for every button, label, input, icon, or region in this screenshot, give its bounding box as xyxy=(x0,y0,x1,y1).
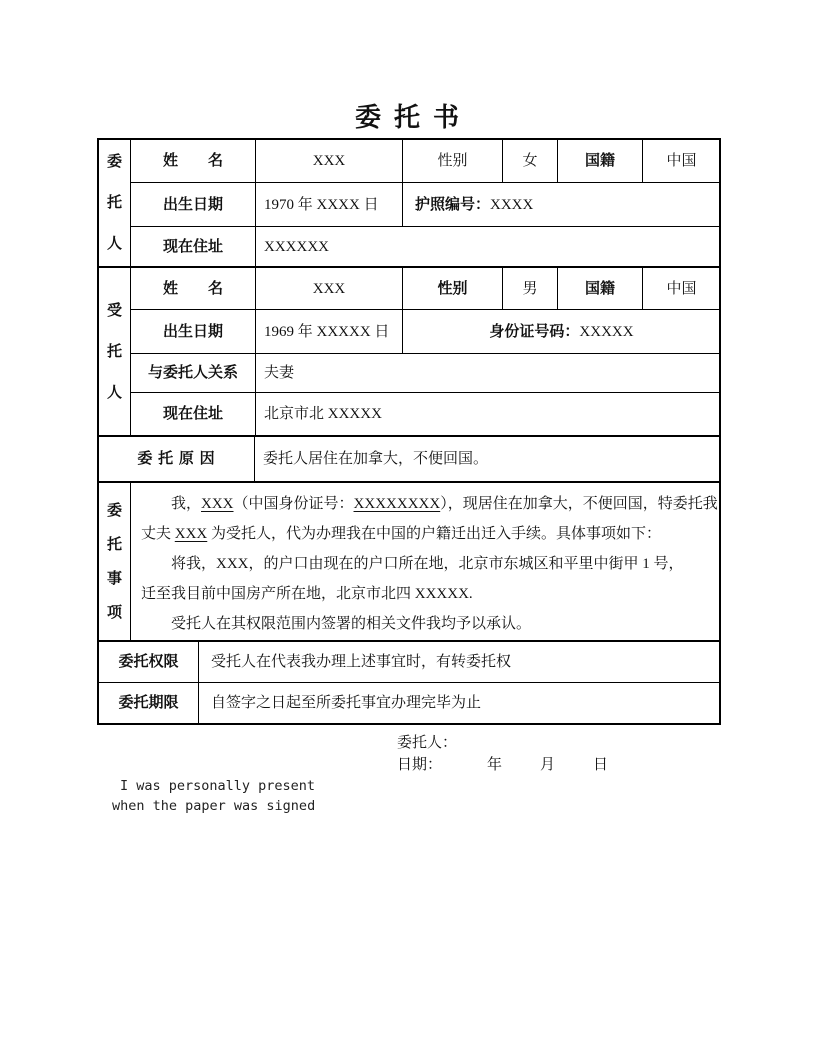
vertical-label-char: 托 xyxy=(106,343,122,360)
underlined-placeholder: XXX xyxy=(174,526,208,542)
day-label: 日 xyxy=(593,757,609,773)
vertical-label-char: 人 xyxy=(106,236,122,252)
month-label: 月 xyxy=(540,757,556,773)
matters-line: 我，XXX（中国身份证号：XXXXXXXX），现居住在加拿大，不便回国，特委托我 xyxy=(171,496,718,512)
principal-passport-value: XXXX xyxy=(490,196,534,213)
principal-dob-label: 出生日期 xyxy=(131,183,256,226)
table-row xyxy=(131,183,720,227)
authority-label: 委托权限 xyxy=(99,642,199,682)
principal-address-value: XXXXXX xyxy=(264,238,329,255)
table-row xyxy=(131,268,720,310)
vertical-label-char: 受 xyxy=(106,302,122,319)
table-row xyxy=(131,393,720,435)
matters-line: 迁至我目前中国房产所在地，北京市北四 XXXXX. xyxy=(141,586,473,602)
agent-name-label: 姓 名 xyxy=(131,268,256,309)
matters-text xyxy=(131,483,728,640)
vertical-label-char: 托 xyxy=(106,195,122,211)
agent-id-value: XXXXX xyxy=(579,323,634,340)
agent-id-label: 身份证号码： xyxy=(489,323,580,340)
duration-row xyxy=(99,683,719,723)
matters-group-label xyxy=(99,483,131,640)
table-row xyxy=(131,227,720,266)
principal-dob-value: 1970 年 XXXX 日 xyxy=(256,183,403,226)
reason-row xyxy=(99,437,719,483)
agent-nationality-value: 中国 xyxy=(666,280,697,297)
reason-label: 委 托 原 因 xyxy=(99,437,255,481)
agent-address-label: 现在住址 xyxy=(131,393,256,435)
reason-value: 委托人居住在加拿大，不便回国。 xyxy=(263,451,489,467)
vertical-label-char: 人 xyxy=(106,384,122,401)
agent-address-value: 北京市北 XXXXX xyxy=(264,406,382,422)
signature-block xyxy=(397,731,608,775)
agent-nationality-label: 国籍 xyxy=(558,268,643,309)
authority-value: 受托人在代表我办理上述事宜时，有转委托权 xyxy=(211,654,512,670)
principal-nationality-label: 国籍 xyxy=(558,140,643,182)
underlined-placeholder: XXXXXXXX xyxy=(353,496,441,512)
principal-passport-cell xyxy=(403,183,720,226)
table-row xyxy=(131,354,720,393)
principal-section xyxy=(99,140,719,268)
underlined-placeholder: XXX xyxy=(201,496,234,512)
authority-row xyxy=(99,642,719,683)
principal-address-label: 现在住址 xyxy=(131,227,256,266)
matters-section xyxy=(99,483,719,642)
duration-value: 自签字之日起至所委托事宜办理完毕为止 xyxy=(211,695,482,711)
agent-relation-label: 与委托人关系 xyxy=(131,354,256,392)
agent-dob-value: 1969 年 XXXXX 日 xyxy=(256,310,403,353)
matters-line: 受托人在其权限范围内签署的相关文件我均予以承认。 xyxy=(171,616,532,632)
poa-form-table xyxy=(97,138,721,725)
vertical-label-char: 事 xyxy=(106,570,122,587)
principal-passport-label: 护照编号： xyxy=(415,196,491,213)
principal-group-label xyxy=(99,140,131,266)
notary-english-line: when the paper was signed xyxy=(112,798,316,814)
signature-principal-line: 委托人： xyxy=(397,735,458,751)
agent-gender-value: 男 xyxy=(503,268,558,309)
page-title: 委 托 书 xyxy=(354,103,462,133)
agent-relation-value: 夫妻 xyxy=(264,365,295,381)
matters-line: 丈夫 XXX 为受托人，代为办理我在中国的户籍迁出迁入手续。具体事项如下： xyxy=(141,526,662,542)
agent-name-value: XXX xyxy=(256,268,403,309)
vertical-label-char: 项 xyxy=(106,604,122,621)
duration-label: 委托期限 xyxy=(99,683,199,723)
date-label: 日期： xyxy=(397,757,443,773)
vertical-label-char: 委 xyxy=(106,502,122,519)
table-row xyxy=(131,310,720,354)
year-label: 年 xyxy=(487,757,503,773)
agent-gender-label: 性别 xyxy=(403,268,503,309)
principal-gender-label: 性别 xyxy=(403,140,503,182)
principal-name-value: XXX xyxy=(256,140,403,182)
principal-name-label: 姓 名 xyxy=(131,140,256,182)
vertical-label-char: 托 xyxy=(106,536,122,553)
principal-gender-value: 女 xyxy=(503,140,558,182)
notary-english-line: I was personally present xyxy=(120,778,316,794)
agent-group-label xyxy=(99,268,131,435)
signature-date-line xyxy=(397,753,608,775)
notary-english-note xyxy=(112,776,315,816)
vertical-label-char: 委 xyxy=(106,154,122,170)
agent-dob-label: 出生日期 xyxy=(131,310,256,353)
agent-id-cell xyxy=(403,310,720,353)
agent-section xyxy=(99,268,719,437)
matters-line: 将我，XXX，的户口由现在的户口所在地，北京市东城区和平里中街甲 1 号， xyxy=(171,556,684,572)
principal-nationality-value: 中国 xyxy=(666,153,697,169)
table-row xyxy=(131,140,720,183)
